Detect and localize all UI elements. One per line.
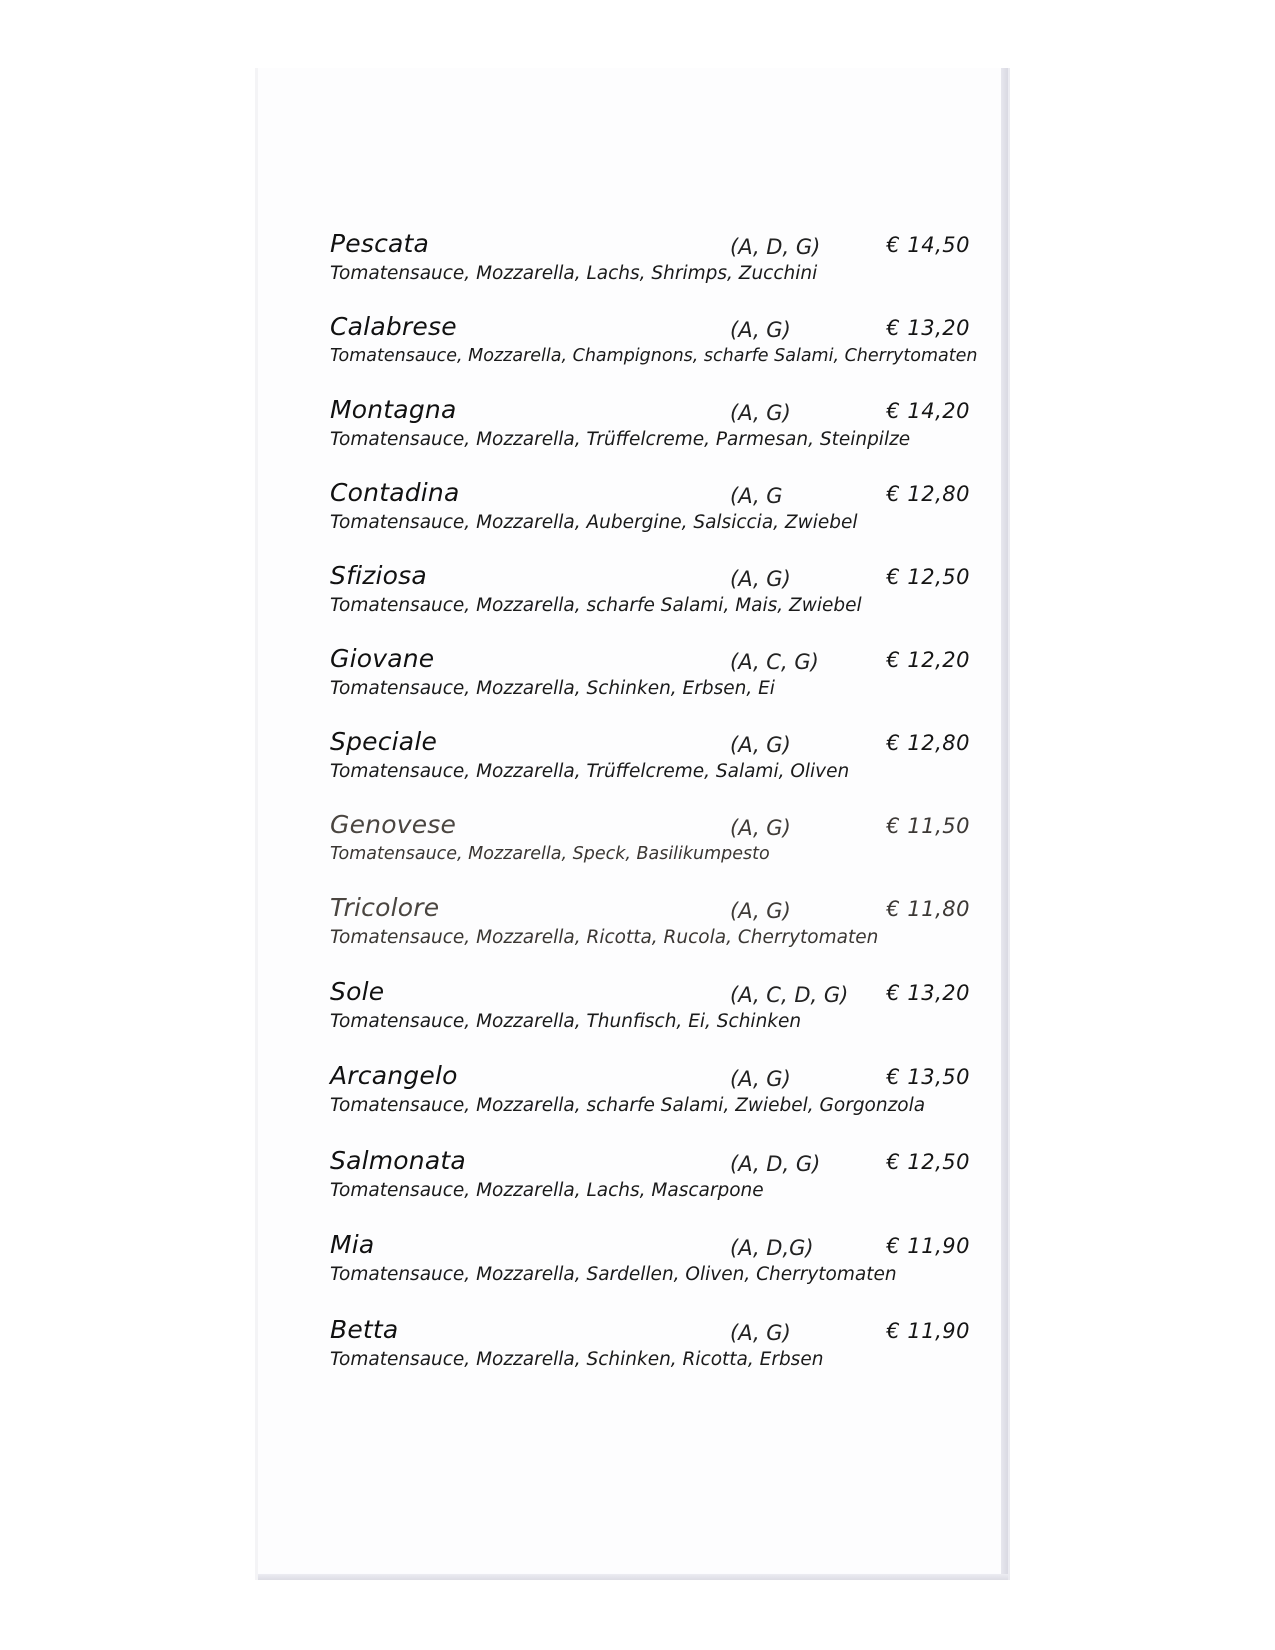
- item-allergens: (A, D,G): [730, 1236, 814, 1260]
- item-price: € 11,50: [886, 814, 970, 838]
- item-name: Mia: [330, 1230, 375, 1259]
- item-allergens: (A, C, G): [730, 650, 819, 674]
- item-allergens: (A, G): [730, 318, 791, 342]
- item-name: Speciale: [330, 727, 438, 756]
- menu-item-montagna: [330, 395, 970, 465]
- item-name: Giovane: [330, 644, 435, 673]
- item-allergens: (A, G): [730, 1321, 791, 1345]
- item-name: Calabrese: [330, 312, 457, 341]
- item-description: Tomatensauce, Mozzarella, Sardellen, Oliven, Cherrytomaten: [330, 1264, 897, 1285]
- menu-item-contadina: [330, 478, 970, 548]
- item-price: € 12,50: [886, 565, 970, 589]
- item-price: € 12,80: [886, 731, 970, 755]
- menu-item-sole: [330, 977, 970, 1047]
- item-description: Tomatensauce, Mozzarella, Speck, Basilikumpesto: [330, 844, 770, 864]
- item-description: Tomatensauce, Mozzarella, Aubergine, Salsiccia, Zwiebel: [330, 512, 858, 533]
- menu-item-sfiziosa: [330, 561, 970, 631]
- item-name: Montagna: [330, 395, 457, 424]
- menu-item-speciale: [330, 727, 970, 797]
- item-name: Sfiziosa: [330, 561, 427, 590]
- item-price: € 14,50: [886, 233, 970, 257]
- menu-item-giovane: [330, 644, 970, 714]
- item-allergens: (A, G): [730, 899, 791, 923]
- item-description: Tomatensauce, Mozzarella, Schinken, Ricotta, Erbsen: [330, 1349, 824, 1370]
- menu-item-betta: [330, 1315, 970, 1385]
- item-allergens: (A, G: [730, 484, 783, 508]
- item-description: Tomatensauce, Mozzarella, Schinken, Erbsen, Ei: [330, 678, 775, 699]
- item-name: Contadina: [330, 478, 460, 507]
- item-name: Pescata: [330, 229, 430, 258]
- item-price: € 14,20: [886, 399, 970, 423]
- item-price: € 13,20: [886, 316, 970, 340]
- item-name: Sole: [330, 977, 385, 1006]
- item-price: € 13,20: [886, 981, 970, 1005]
- card-edge-shadow-bottom: [258, 1574, 1008, 1580]
- item-allergens: (A, G): [730, 1067, 791, 1091]
- item-price: € 11,90: [886, 1319, 970, 1343]
- card-edge-shadow: [1001, 68, 1008, 1580]
- item-description: Tomatensauce, Mozzarella, Thunfisch, Ei, Schinken: [330, 1011, 802, 1032]
- item-allergens: (A, G): [730, 401, 791, 425]
- item-price: € 11,80: [886, 897, 970, 921]
- menu-item-calabrese: [330, 312, 978, 382]
- item-allergens: (A, D, G): [730, 235, 821, 259]
- item-price: € 12,50: [886, 1150, 970, 1174]
- item-allergens: (A, D, G): [730, 1152, 821, 1176]
- item-description: Tomatensauce, Mozzarella, Lachs, Mascarpone: [330, 1180, 764, 1201]
- menu-item-arcangelo: [330, 1061, 970, 1131]
- item-name: Tricolore: [330, 893, 440, 922]
- item-name: Arcangelo: [330, 1061, 458, 1090]
- item-description: Tomatensauce, Mozzarella, Trüffelcreme, Parmesan, Steinpilze: [330, 429, 911, 450]
- item-name: Salmonata: [330, 1146, 466, 1175]
- item-allergens: (A, G): [730, 816, 791, 840]
- item-description: Tomatensauce, Mozzarella, scharfe Salami, Mais, Zwiebel: [330, 595, 862, 616]
- item-price: € 11,90: [886, 1234, 970, 1258]
- menu-item-tricolore: [330, 893, 970, 963]
- item-description: Tomatensauce, Mozzarella, scharfe Salami, Zwiebel, Gorgonzola: [330, 1095, 926, 1116]
- item-price: € 12,20: [886, 648, 970, 672]
- menu-item-genovese: [330, 810, 970, 880]
- item-name: Genovese: [330, 810, 457, 839]
- item-name: Betta: [330, 1315, 399, 1344]
- item-price: € 12,80: [886, 482, 970, 506]
- menu-item-mia: [330, 1230, 970, 1300]
- item-description: Tomatensauce, Mozzarella, Lachs, Shrimps, Zucchini: [330, 263, 818, 284]
- item-description: Tomatensauce, Mozzarella, Trüffelcreme, Salami, Oliven: [330, 761, 850, 782]
- item-allergens: (A, C, D, G): [730, 983, 849, 1007]
- item-description: Tomatensauce, Mozzarella, Ricotta, Rucola, Cherrytomaten: [330, 927, 879, 948]
- item-price: € 13,50: [886, 1065, 970, 1089]
- item-allergens: (A, G): [730, 567, 791, 591]
- menu-item-salmonata: [330, 1146, 970, 1216]
- item-description: Tomatensauce, Mozzarella, Champignons, scharfe Salami, Cherrytomaten: [330, 346, 978, 366]
- item-allergens: (A, G): [730, 733, 791, 757]
- menu-item-pescata: [330, 229, 970, 299]
